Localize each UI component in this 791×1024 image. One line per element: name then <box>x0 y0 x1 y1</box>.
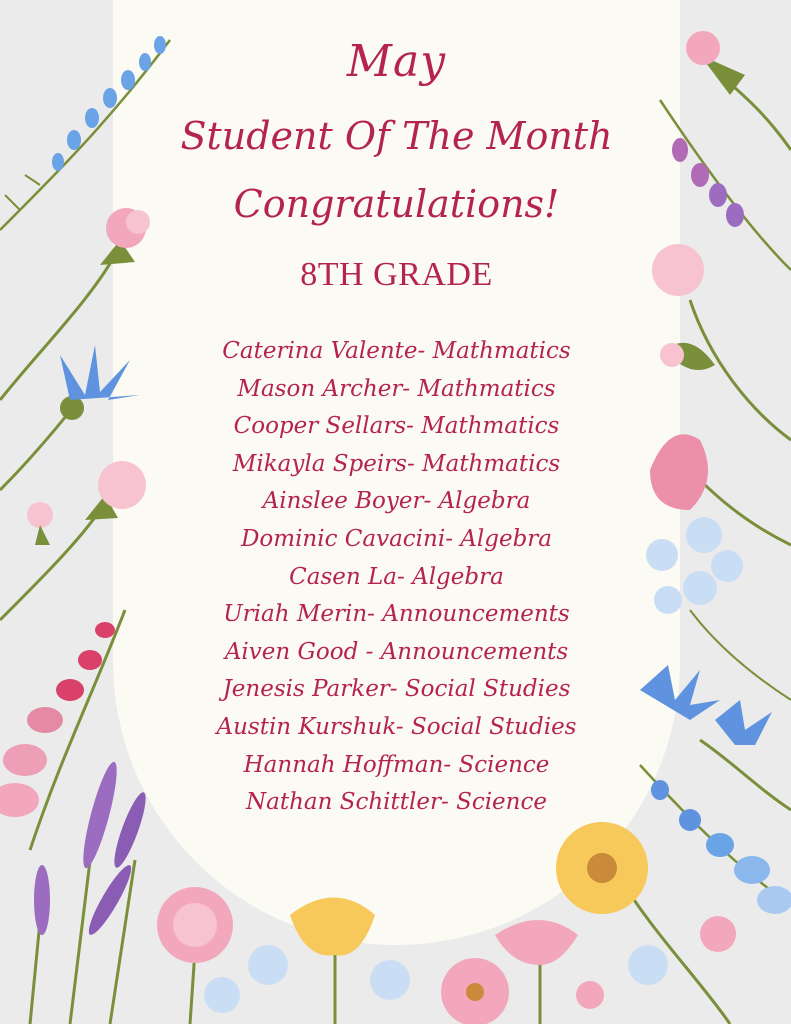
list-item: Hannah Hoffman- Science <box>243 751 550 778</box>
grade-heading: 8TH GRADE <box>300 256 493 293</box>
list-item: Dominic Cavacini- Algebra <box>240 525 553 552</box>
page-title: Student Of The Month <box>180 114 613 158</box>
list-item: Uriah Merin- Announcements <box>223 601 570 628</box>
list-item: Nathan Schittler- Science <box>246 789 547 816</box>
pink-carnation-top-right <box>686 31 791 150</box>
list-item: Cooper Sellars- Mathmatics <box>233 413 560 440</box>
congratulations-heading: Congratulations! <box>233 182 560 226</box>
list-item: Jenesis Parker- Social Studies <box>222 676 571 703</box>
month-heading: May <box>346 36 447 87</box>
list-item: Casen La- Algebra <box>289 563 504 590</box>
student-list <box>113 333 680 822</box>
list-item: Aiven Good - Announcements <box>224 638 569 665</box>
list-item: Caterina Valente- Mathmatics <box>222 338 571 364</box>
list-item: Ainslee Boyer- Algebra <box>262 488 531 515</box>
list-item: Mikayla Speirs- Mathmatics <box>232 450 561 477</box>
list-item: Austin Kurshuk- Social Studies <box>216 713 577 740</box>
list-item: Mason Archer- Mathmatics <box>237 375 556 402</box>
